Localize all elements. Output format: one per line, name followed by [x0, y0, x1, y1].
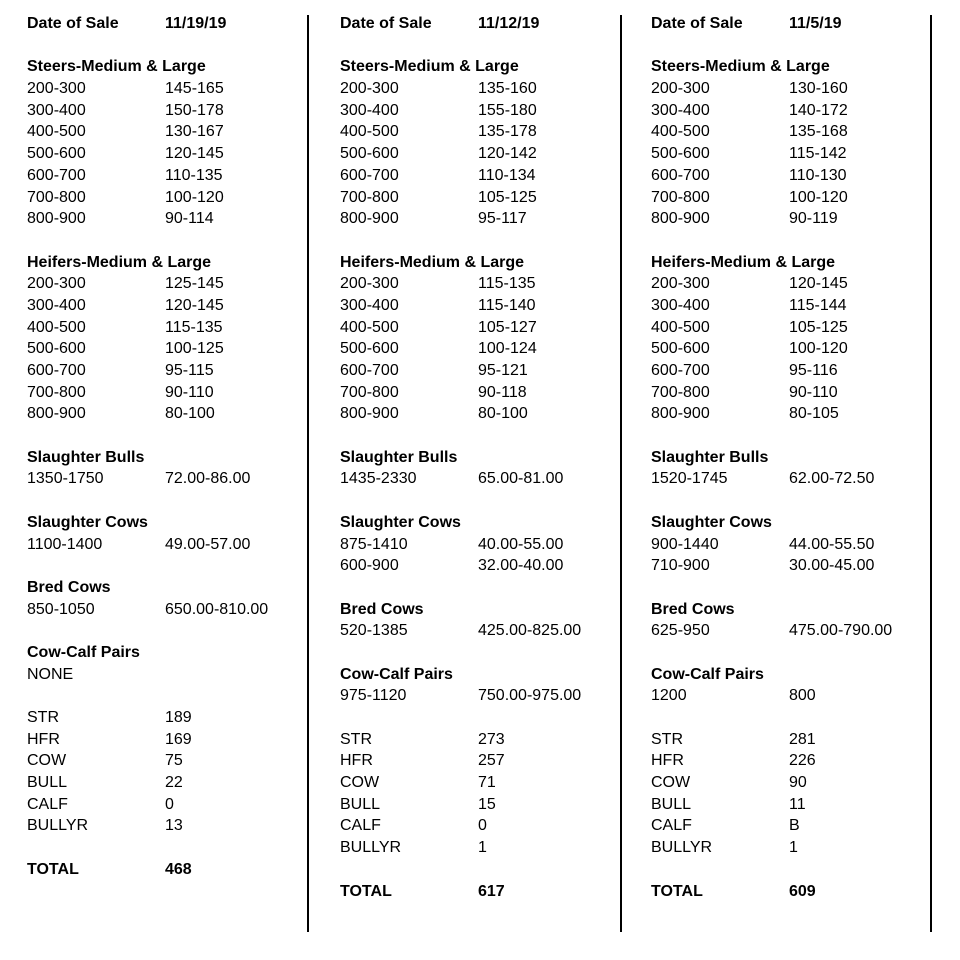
head-count-row [27, 729, 307, 751]
section-title: Slaughter Bulls [340, 448, 458, 466]
row-label: Date of Sale [340, 15, 432, 32]
spacer [340, 35, 620, 57]
row-value: 80-100 [478, 405, 528, 423]
spacer [340, 490, 620, 512]
section-title: Slaughter Cows [340, 513, 461, 531]
row-label: 300-400 [340, 101, 399, 119]
price-row [27, 273, 307, 295]
row-label: 600-700 [651, 362, 710, 379]
row-label: COW [27, 752, 67, 770]
price-row [651, 620, 931, 642]
price-row [651, 208, 931, 230]
price-row [27, 165, 307, 187]
row-value: 135-168 [789, 123, 848, 141]
spacer [27, 425, 307, 447]
row-value: 72.00-86.00 [165, 470, 251, 488]
section-title: Bred Cows [651, 600, 735, 618]
row-value: 30.00-45.00 [789, 557, 875, 575]
price-row [651, 555, 931, 577]
head-count-row [27, 794, 307, 816]
row-label: TOTAL [340, 882, 392, 900]
price-row [651, 165, 931, 187]
row-value: 90-118 [478, 383, 527, 401]
row-value: 115-135 [478, 275, 536, 293]
row-value: 609 [789, 882, 816, 900]
section-title: Heifers-Medium & Large [340, 253, 525, 271]
row-value: 115-142 [789, 145, 847, 163]
price-row [27, 468, 307, 490]
row-value: 22 [165, 774, 183, 792]
section-title: Steers-Medium & Large [27, 58, 206, 76]
row-label: CALF [340, 817, 381, 835]
row-label: 400-500 [27, 318, 86, 336]
row-label: 300-400 [27, 101, 86, 119]
section-title: Bred Cows [27, 578, 111, 596]
row-label: 200-300 [651, 80, 710, 98]
spacer [27, 685, 307, 707]
row-value: 95-115 [165, 362, 214, 379]
price-row [27, 78, 307, 100]
row-label: 500-600 [27, 340, 86, 358]
row-value: 32.00-40.00 [478, 557, 564, 575]
row-label: 400-500 [340, 318, 399, 336]
row-value: 100-124 [478, 340, 537, 358]
row-label: 200-300 [651, 275, 710, 293]
row-value: 169 [165, 730, 192, 748]
row-value: 226 [789, 752, 816, 770]
date-of-sale [340, 13, 620, 35]
row-label: 400-500 [340, 123, 399, 141]
spacer [651, 230, 931, 252]
row-label: 300-400 [651, 101, 710, 119]
row-label: 800-900 [27, 210, 86, 228]
row-value: 100-120 [789, 188, 848, 206]
price-row [27, 317, 307, 339]
spacer [27, 490, 307, 512]
column-divider [307, 15, 309, 932]
row-label: 600-900 [340, 557, 399, 575]
price-row [651, 143, 931, 165]
price-row [651, 403, 931, 425]
row-label: 500-600 [340, 340, 399, 358]
row-value: 110-134 [478, 166, 536, 184]
head-count-row [27, 707, 307, 729]
row-value: 105-127 [478, 318, 537, 336]
price-row [27, 143, 307, 165]
head-count-row [651, 729, 931, 751]
head-count-row [651, 750, 931, 772]
row-label: Date of Sale [651, 15, 743, 32]
head-count-row [651, 794, 931, 816]
price-row [340, 382, 620, 404]
price-row [340, 534, 620, 556]
row-value: 1 [789, 839, 798, 857]
price-row [27, 599, 307, 621]
price-row [27, 208, 307, 230]
head-count-row [340, 750, 620, 772]
row-label: 800-900 [651, 405, 710, 423]
row-value: 800 [789, 687, 816, 705]
price-row [340, 338, 620, 360]
row-value: 110-135 [165, 166, 223, 184]
section-title: Slaughter Bulls [27, 448, 145, 466]
row-label: 600-700 [651, 166, 710, 184]
row-label: 625-950 [651, 622, 710, 640]
row-label: 300-400 [27, 296, 86, 314]
price-row [340, 620, 620, 642]
section-title: Slaughter Bulls [651, 448, 769, 466]
row-label: 850-1050 [27, 600, 95, 618]
price-row [651, 338, 931, 360]
row-value: 13 [165, 817, 183, 835]
row-label: 975-1120 [340, 687, 407, 705]
row-value: 100-120 [165, 188, 224, 206]
price-row [651, 317, 931, 339]
price-row [27, 360, 307, 382]
row-value: 120-145 [789, 275, 848, 293]
row-label: BULL [27, 774, 68, 792]
row-value: 130-160 [789, 80, 848, 98]
spacer [651, 859, 931, 881]
spacer [340, 425, 620, 447]
price-row [340, 317, 620, 339]
row-label: 875-1410 [340, 535, 408, 553]
price-row [651, 78, 931, 100]
price-row [340, 685, 620, 707]
spacer [27, 230, 307, 252]
row-label: 200-300 [340, 275, 399, 293]
row-value: 95-117 [478, 210, 527, 228]
row-label: TOTAL [651, 882, 703, 900]
price-row [651, 187, 931, 209]
row-value: 11/12/19 [478, 15, 540, 32]
row-label: 300-400 [340, 296, 399, 314]
row-value: B [789, 817, 800, 835]
section-title: Slaughter Cows [651, 513, 772, 531]
row-label: 800-900 [27, 405, 86, 423]
row-label: 600-700 [340, 362, 399, 379]
section-title: Cow-Calf Pairs [27, 643, 140, 661]
price-row [340, 165, 620, 187]
price-row [27, 664, 307, 686]
row-value: 130-167 [165, 123, 224, 141]
row-label: 600-700 [27, 166, 86, 184]
row-value: 11 [789, 795, 806, 813]
price-row [27, 382, 307, 404]
row-label: 600-700 [27, 362, 86, 379]
row-label: BULLYR [651, 839, 713, 857]
row-value: 80-100 [165, 405, 215, 423]
row-value: 65.00-81.00 [478, 470, 564, 488]
row-value: 125-145 [165, 275, 224, 293]
row-label: 1100-1400 [27, 535, 103, 553]
section-title: Slaughter Cows [27, 513, 148, 531]
row-value: 100-125 [165, 340, 224, 358]
row-value: 44.00-55.50 [789, 535, 875, 553]
row-value: 150-178 [165, 101, 224, 119]
row-value: 75 [165, 752, 183, 770]
row-label: 400-500 [27, 123, 86, 141]
row-value: 62.00-72.50 [789, 470, 875, 488]
row-value: 115-135 [165, 318, 223, 336]
spacer [651, 577, 931, 599]
price-row [651, 100, 931, 122]
spacer [340, 859, 620, 881]
row-label: BULL [651, 795, 692, 813]
price-row [340, 555, 620, 577]
row-label: 700-800 [27, 188, 86, 206]
head-count-row [27, 750, 307, 772]
row-label: 700-800 [651, 188, 710, 206]
row-value: 475.00-790.00 [789, 622, 893, 640]
row-value: 80-105 [789, 405, 839, 423]
spacer [651, 707, 931, 729]
price-row [651, 468, 931, 490]
head-count-row [340, 729, 620, 751]
spacer [340, 642, 620, 664]
row-value: 145-165 [165, 80, 224, 98]
row-label: STR [651, 730, 683, 748]
date-of-sale [27, 13, 307, 35]
row-value: 189 [165, 709, 192, 726]
section-title: Heifers-Medium & Large [651, 253, 836, 271]
row-label: HFR [340, 752, 373, 770]
row-label: 200-300 [340, 80, 399, 98]
total-row [651, 881, 931, 903]
row-label: CALF [651, 817, 692, 835]
price-row [27, 121, 307, 143]
price-row [651, 273, 931, 295]
price-row [340, 121, 620, 143]
price-row [340, 100, 620, 122]
head-count-row [651, 837, 931, 859]
row-value: 120-145 [165, 296, 224, 314]
price-row [340, 360, 620, 382]
row-value: 273 [478, 730, 505, 748]
head-count-row [27, 772, 307, 794]
price-row [340, 468, 620, 490]
head-count-row [340, 772, 620, 794]
row-label: TOTAL [27, 860, 79, 878]
row-value: 650.00-810.00 [165, 600, 269, 618]
total-row [27, 859, 307, 881]
head-count-row [340, 794, 620, 816]
price-row [651, 121, 931, 143]
row-label: 800-900 [340, 405, 399, 423]
row-label: 520-1385 [340, 622, 408, 640]
sale-column [651, 13, 931, 902]
price-row [340, 143, 620, 165]
price-row [340, 208, 620, 230]
row-value: 90-119 [789, 210, 838, 228]
row-value: 425.00-825.00 [478, 622, 582, 640]
row-value: 155-180 [478, 101, 537, 119]
row-value: 257 [478, 752, 505, 770]
price-row [340, 403, 620, 425]
row-value: 617 [478, 882, 505, 900]
row-value: 11/5/19 [789, 15, 842, 32]
head-count-row [340, 815, 620, 837]
row-label: 700-800 [340, 383, 399, 401]
row-label: 700-800 [27, 383, 86, 401]
row-label: 800-900 [340, 210, 399, 228]
head-count-row [340, 837, 620, 859]
row-value: 105-125 [478, 188, 537, 206]
row-value: 95-121 [478, 362, 528, 379]
row-value: 0 [165, 795, 174, 813]
row-label: 800-900 [651, 210, 710, 228]
price-row [651, 685, 931, 707]
row-label: Date of Sale [27, 15, 119, 32]
row-label: 1435-2330 [340, 470, 417, 488]
price-row [340, 273, 620, 295]
row-label: 1200 [651, 687, 687, 705]
column-divider [930, 15, 932, 932]
price-row [27, 534, 307, 556]
price-row [27, 100, 307, 122]
spacer [27, 555, 307, 577]
row-label: 300-400 [651, 296, 710, 314]
row-label: 200-300 [27, 80, 86, 98]
row-label: 1350-1750 [27, 470, 104, 488]
price-row [651, 382, 931, 404]
row-label: BULLYR [27, 817, 89, 835]
row-value: 49.00-57.00 [165, 535, 251, 553]
row-value: 110-130 [789, 166, 847, 184]
row-label: 500-600 [27, 145, 86, 163]
row-value: 90 [789, 774, 807, 792]
row-label: STR [27, 709, 59, 726]
price-row [340, 78, 620, 100]
row-label: 700-800 [651, 383, 710, 401]
section-title: Steers-Medium & Large [340, 58, 519, 76]
price-row [651, 360, 931, 382]
row-value: 40.00-55.00 [478, 535, 564, 553]
total-row [340, 881, 620, 903]
row-value: 95-116 [789, 362, 838, 379]
price-row [27, 187, 307, 209]
date-of-sale [651, 13, 931, 35]
spacer [27, 35, 307, 57]
row-label: COW [651, 774, 691, 792]
section-title: Steers-Medium & Large [651, 58, 830, 76]
head-count-row [27, 815, 307, 837]
head-count-row [651, 815, 931, 837]
row-value: 135-160 [478, 80, 537, 98]
row-value: 0 [478, 817, 487, 835]
row-label: NONE [27, 665, 74, 683]
spacer [651, 425, 931, 447]
price-row [651, 295, 931, 317]
row-value: 750.00-975.00 [478, 687, 582, 705]
section-title: Bred Cows [340, 600, 424, 618]
price-row [651, 534, 931, 556]
row-value: 90-110 [789, 383, 838, 401]
section-title: Cow-Calf Pairs [651, 665, 764, 683]
price-row [27, 338, 307, 360]
row-label: COW [340, 774, 380, 792]
row-label: HFR [651, 752, 684, 770]
spacer [340, 577, 620, 599]
price-row [340, 187, 620, 209]
row-value: 90-114 [165, 210, 214, 228]
row-value: 11/19/19 [165, 15, 227, 32]
column-divider [620, 15, 622, 932]
row-value: 115-144 [789, 296, 847, 314]
spacer [340, 707, 620, 729]
section-title: Heifers-Medium & Large [27, 253, 212, 271]
section-title: Cow-Calf Pairs [340, 665, 453, 683]
price-row [27, 295, 307, 317]
row-label: HFR [27, 730, 60, 748]
row-value: 468 [165, 860, 192, 878]
row-label: 500-600 [340, 145, 399, 163]
row-label: 200-300 [27, 275, 86, 293]
row-label: STR [340, 730, 372, 748]
spacer [27, 837, 307, 859]
row-label: 710-900 [651, 557, 710, 575]
row-label: 1520-1745 [651, 470, 728, 488]
row-label: 600-700 [340, 166, 399, 184]
row-value: 281 [789, 730, 816, 748]
price-row [340, 295, 620, 317]
sale-column [340, 13, 620, 902]
row-label: 500-600 [651, 145, 710, 163]
row-label: BULL [340, 795, 381, 813]
sale-column [27, 13, 307, 881]
row-value: 140-172 [789, 101, 848, 119]
spacer [340, 230, 620, 252]
row-label: BULLYR [340, 839, 402, 857]
row-label: CALF [27, 795, 68, 813]
row-label: 400-500 [651, 318, 710, 336]
row-label: 400-500 [651, 123, 710, 141]
row-value: 120-142 [478, 145, 537, 163]
spacer [651, 35, 931, 57]
row-value: 135-178 [478, 123, 537, 141]
row-label: 900-1440 [651, 535, 719, 553]
spacer [27, 620, 307, 642]
row-value [165, 664, 307, 686]
row-value: 105-125 [789, 318, 848, 336]
row-value: 1 [478, 839, 487, 857]
row-value: 90-110 [165, 383, 214, 401]
spacer [651, 642, 931, 664]
row-label: 700-800 [340, 188, 399, 206]
row-value: 15 [478, 795, 496, 813]
row-label: 500-600 [651, 340, 710, 358]
row-value: 71 [478, 774, 496, 792]
row-value: 115-140 [478, 296, 536, 314]
row-value: 100-120 [789, 340, 848, 358]
spacer [651, 490, 931, 512]
row-value: 120-145 [165, 145, 224, 163]
head-count-row [651, 772, 931, 794]
price-row [27, 403, 307, 425]
